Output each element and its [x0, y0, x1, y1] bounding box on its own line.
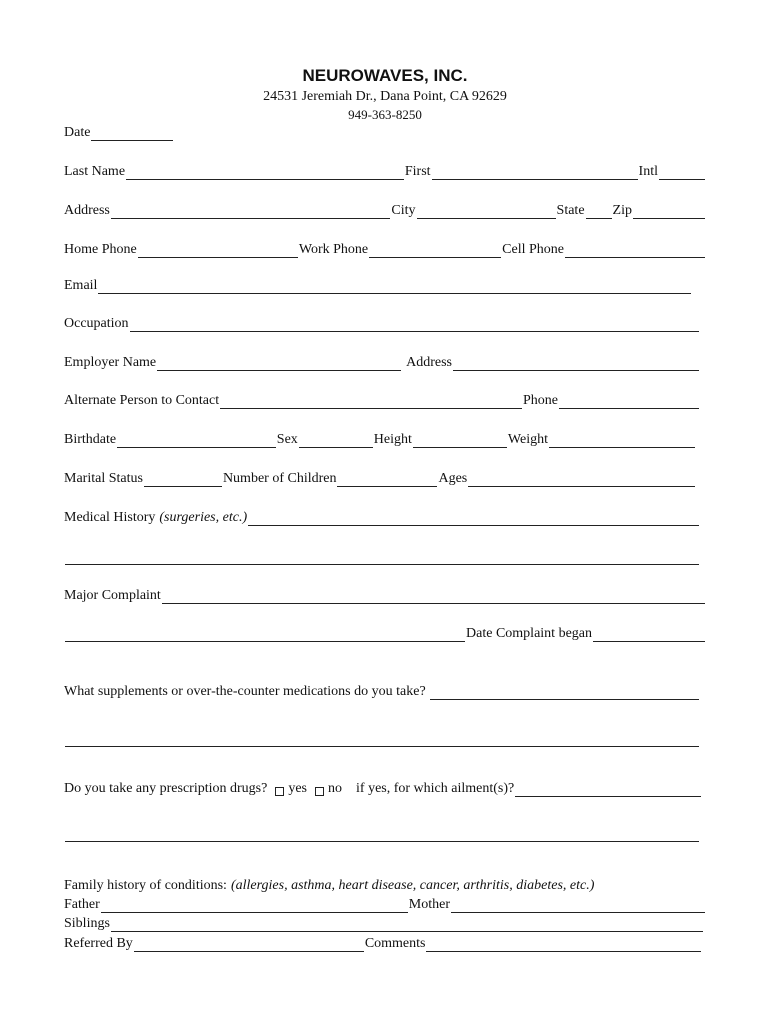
referral-row — [64, 934, 702, 952]
prescription-row — [64, 779, 702, 797]
weight-label: Weight — [507, 432, 548, 447]
employer-address-label: Address — [406, 355, 452, 370]
employer-name-label: Employer Name — [64, 355, 157, 370]
alternate-contact-row — [64, 391, 700, 409]
ailments-field-2[interactable] — [65, 828, 699, 842]
cell-phone-field[interactable] — [565, 244, 705, 258]
last-name-field[interactable] — [126, 166, 404, 180]
num-children-field[interactable] — [337, 473, 437, 487]
work-phone-field[interactable] — [369, 244, 501, 258]
home-phone-field[interactable] — [138, 244, 298, 258]
family-history-row — [64, 876, 706, 894]
medical-history-note: (surgeries, etc.) — [159, 510, 248, 525]
employer-name-field[interactable] — [157, 357, 401, 371]
supplements-row — [64, 682, 700, 700]
supplements-question: What supplements or over-the-counter medications do you take? — [64, 684, 426, 699]
occupation-label: Occupation — [64, 316, 129, 331]
ailments-field[interactable] — [515, 783, 701, 797]
no-checkbox[interactable] — [315, 787, 324, 796]
cell-phone-label: Cell Phone — [502, 242, 564, 257]
zip-field[interactable] — [633, 205, 705, 219]
ages-field[interactable] — [468, 473, 695, 487]
mother-field[interactable] — [451, 899, 705, 913]
family-status-row — [64, 469, 696, 487]
company-address: 24531 Jeremiah Dr., Dana Point, CA 92629 — [263, 89, 507, 104]
medical-history-continuation — [64, 547, 700, 565]
occupation-field[interactable] — [130, 318, 699, 332]
email-row — [64, 276, 692, 294]
last-name-label: Last Name — [64, 164, 126, 179]
date-complaint-began-field[interactable] — [593, 628, 705, 642]
work-phone-label: Work Phone — [298, 242, 369, 257]
num-children-label: Number of Children — [222, 471, 337, 486]
medical-history-label: Medical History — [64, 510, 156, 525]
city-label: City — [391, 203, 416, 218]
no-label: no — [328, 781, 343, 796]
zip-label: Zip — [612, 203, 632, 218]
siblings-field[interactable] — [111, 918, 703, 932]
state-label: State — [556, 203, 585, 218]
state-field[interactable] — [586, 205, 612, 219]
sex-field[interactable] — [299, 434, 373, 448]
employer-row — [64, 353, 700, 371]
supplements-continuation — [64, 729, 700, 747]
alternate-phone-label: Phone — [523, 393, 558, 408]
date-label: Date — [64, 125, 91, 140]
date-field[interactable] — [91, 127, 173, 141]
home-phone-label: Home Phone — [64, 242, 137, 257]
parents-row — [64, 895, 706, 913]
major-complaint-field[interactable] — [162, 590, 705, 604]
prescription-question: Do you take any prescription drugs? — [64, 781, 268, 796]
alternate-phone-field[interactable] — [559, 395, 699, 409]
supplements-field[interactable] — [430, 686, 699, 700]
ages-label: Ages — [438, 471, 468, 486]
supplements-field-2[interactable] — [65, 733, 699, 747]
email-label: Email — [64, 278, 98, 293]
yes-label: yes — [288, 781, 308, 796]
comments-label: Comments — [364, 936, 426, 951]
address-field[interactable] — [111, 205, 391, 219]
yes-checkbox[interactable] — [275, 787, 284, 796]
phones-row — [64, 240, 706, 258]
company-phone: 949-363-8250 — [348, 107, 422, 122]
family-history-note: (allergies, asthma, heart disease, cancer, arthritis, diabetes, etc.) — [230, 878, 595, 893]
father-label: Father — [64, 897, 100, 912]
company-name: NEUROWAVES, INC. — [302, 66, 468, 85]
name-row — [64, 162, 706, 180]
mother-label: Mother — [408, 897, 450, 912]
comments-field[interactable] — [426, 938, 701, 952]
complaint-date-row — [64, 624, 706, 642]
referred-by-label: Referred By — [64, 936, 133, 951]
birthdate-label: Birthdate — [64, 432, 117, 447]
birthdate-field[interactable] — [117, 434, 276, 448]
referred-by-field[interactable] — [134, 938, 364, 952]
occupation-row — [64, 314, 700, 332]
marital-status-label: Marital Status — [64, 471, 143, 486]
family-history-label: Family history of conditions: — [64, 878, 227, 893]
father-field[interactable] — [101, 899, 408, 913]
prescription-continuation — [64, 824, 700, 842]
marital-status-field[interactable] — [144, 473, 222, 487]
siblings-row — [64, 914, 704, 932]
date-row — [64, 123, 706, 141]
employer-address-field[interactable] — [453, 357, 699, 371]
major-complaint-field-2[interactable] — [65, 628, 465, 642]
first-name-label: First — [404, 164, 431, 179]
height-field[interactable] — [413, 434, 507, 448]
initial-label: Intl — [638, 164, 658, 179]
city-field[interactable] — [417, 205, 556, 219]
alternate-contact-field[interactable] — [220, 395, 522, 409]
medical-history-row — [64, 508, 700, 526]
vitals-row — [64, 430, 696, 448]
medical-history-field-2[interactable] — [65, 551, 699, 565]
date-complaint-began-label: Date Complaint began — [466, 626, 592, 641]
first-name-field[interactable] — [432, 166, 638, 180]
address-label: Address — [64, 203, 110, 218]
height-label: Height — [373, 432, 412, 447]
alternate-contact-label: Alternate Person to Contact — [64, 393, 220, 408]
ailments-label: if yes, for which ailment(s)? — [356, 781, 515, 796]
medical-history-field[interactable] — [248, 512, 699, 526]
initial-field[interactable] — [659, 166, 705, 180]
siblings-label: Siblings — [64, 916, 110, 931]
weight-field[interactable] — [549, 434, 695, 448]
major-complaint-row — [64, 586, 706, 604]
major-complaint-label: Major Complaint — [64, 588, 161, 603]
email-field[interactable] — [98, 280, 691, 294]
sex-label: Sex — [276, 432, 298, 447]
address-row — [64, 201, 706, 219]
